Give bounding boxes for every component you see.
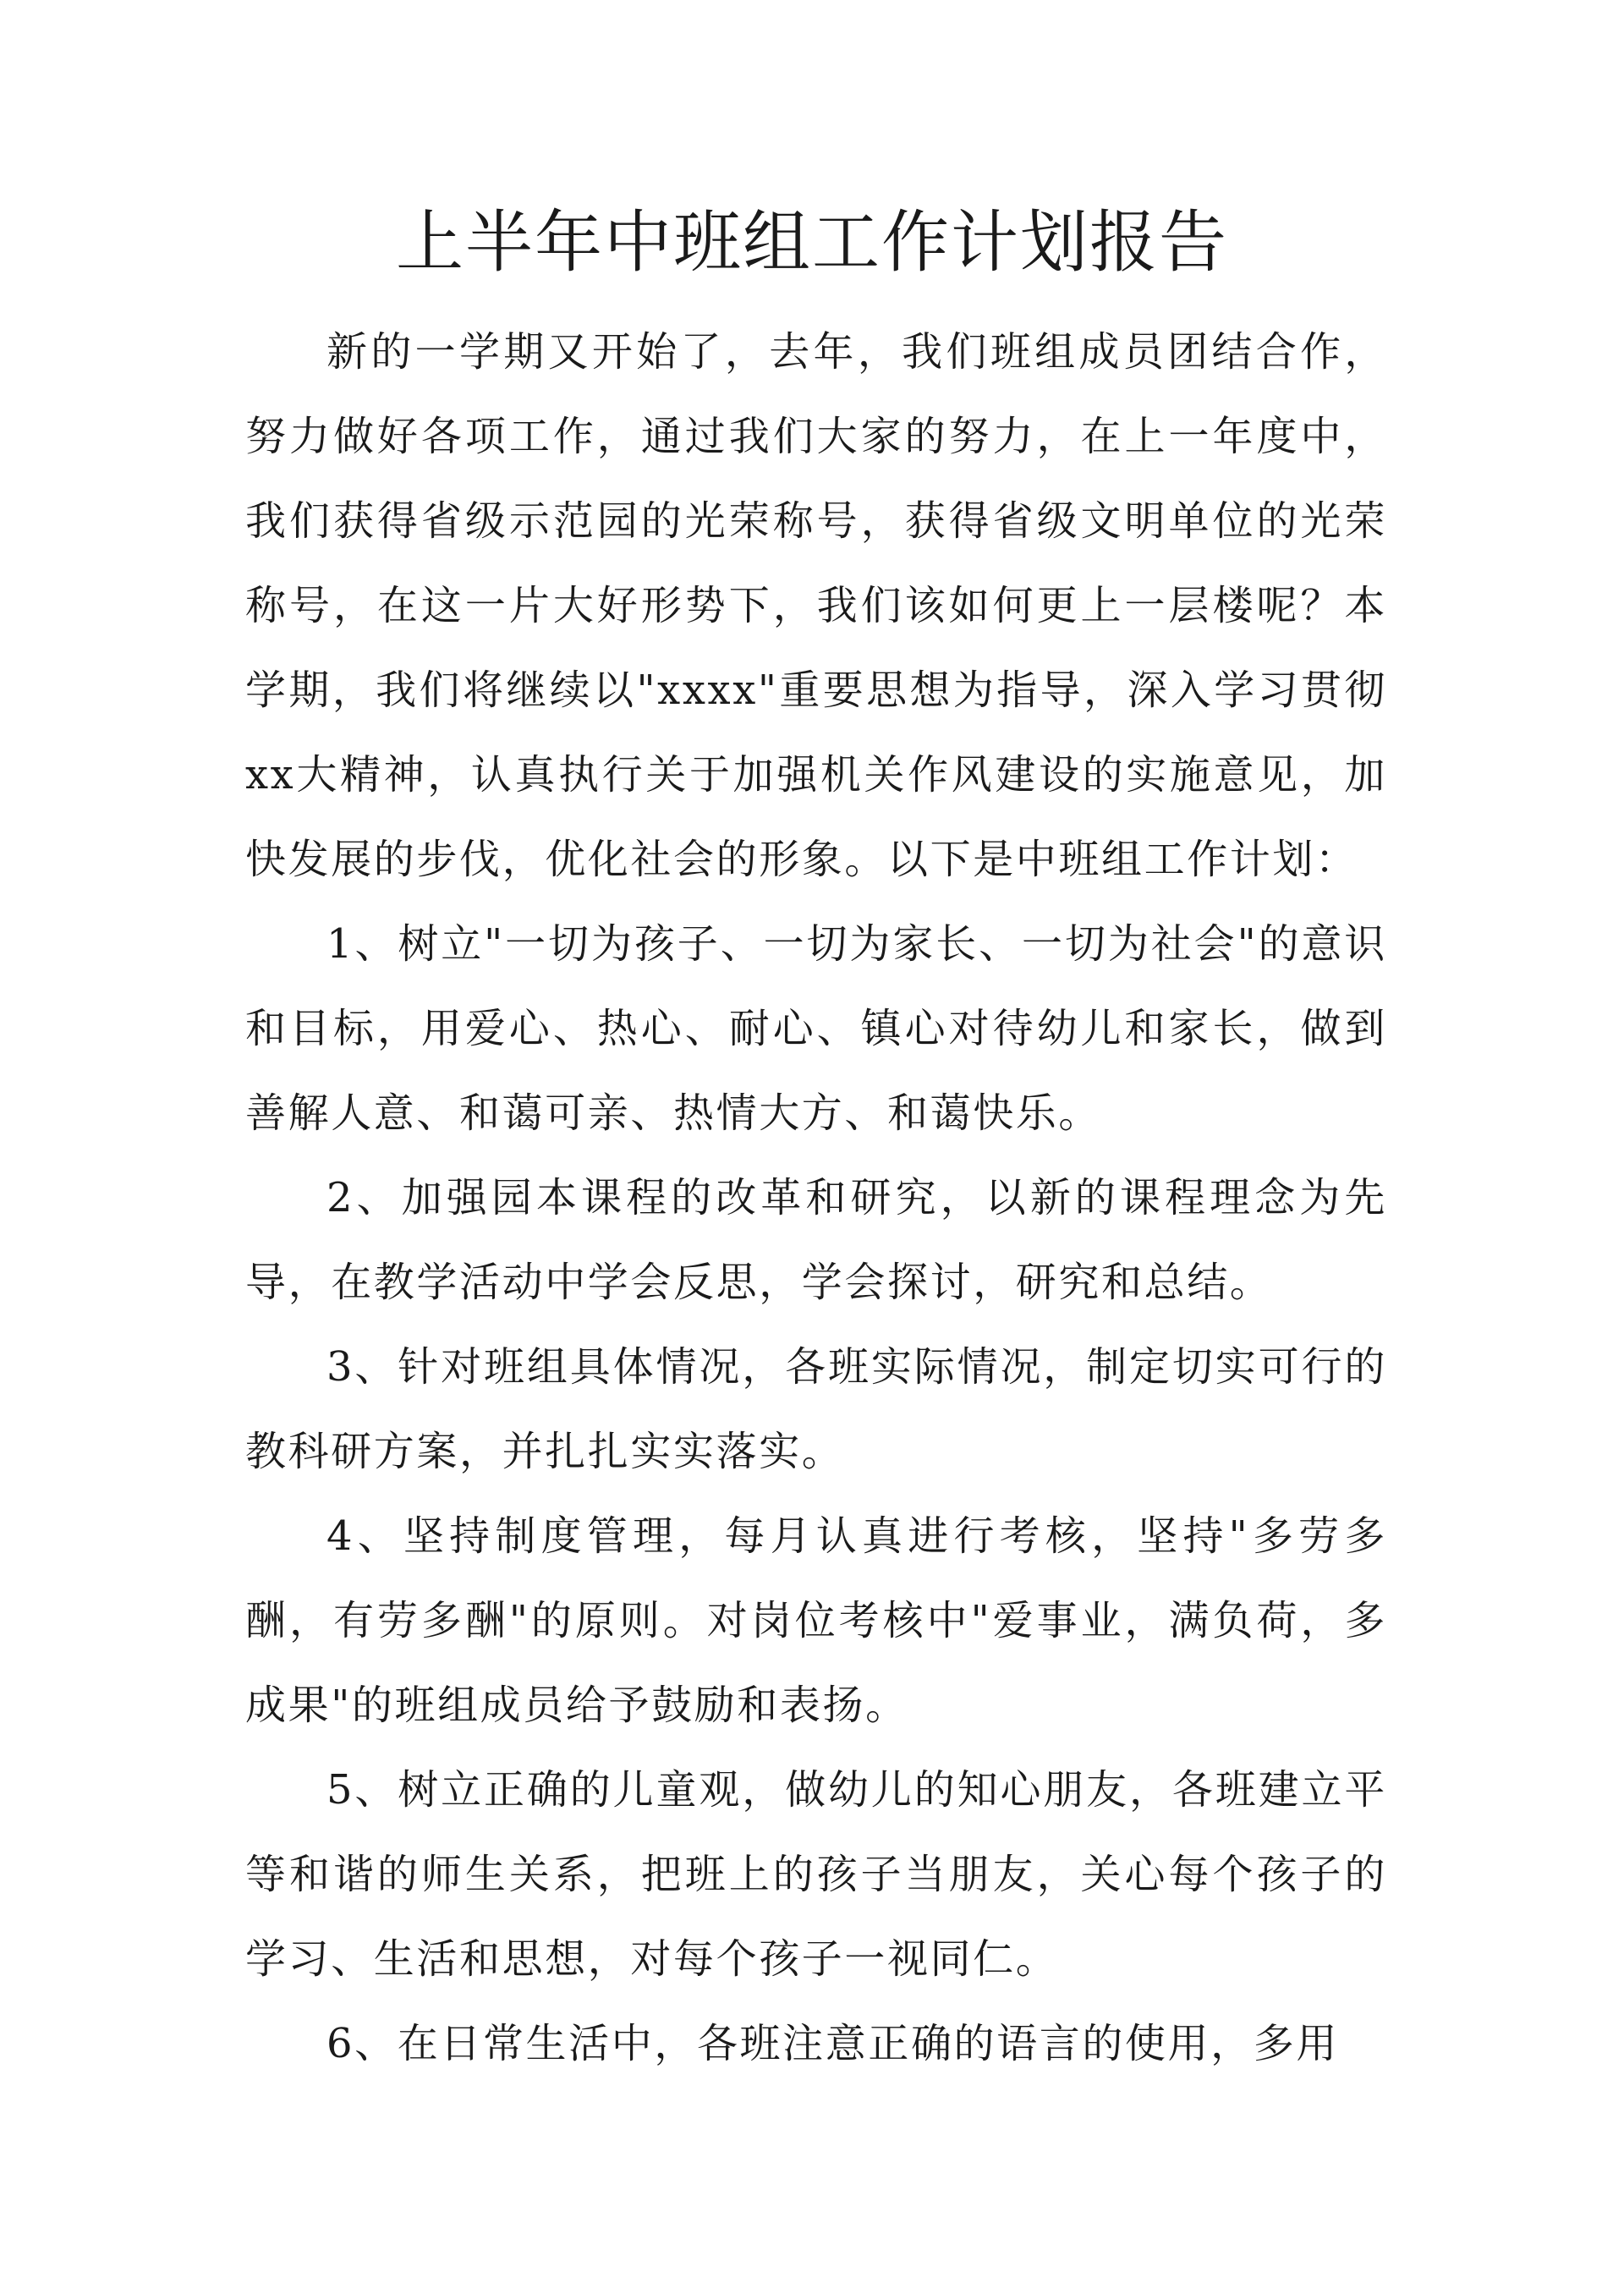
document-title: 上半年中班组工作计划报告 [396, 203, 1228, 282]
plan-item-5: 5、树立正确的儿童观，做幼儿的知心朋友，各班建立平等和谐的师生关系，把班上的孩子当朋友，关心每个孩子的学习、生活和思想，对每个孩子一视同仁。 [245, 1766, 1387, 1983]
plan-item-2: 2、加强园本课程的改革和研究，以新的课程理念为先导，在教学活动中学会反思，学会探讨，研究和总结。 [245, 1174, 1387, 1306]
plan-item-1: 1、树立"一切为孩子、一切为家长、一切为社会"的意识和目标，用爱心、热心、耐心、镇心对待幼儿和家长，做到善解人意、和蔼可亲、热情大方、和蔼快乐。 [245, 920, 1387, 1137]
plan-item-3: 3、针对班组具体情况，各班实际情况，制定切实可行的教科研方案，并扎扎实实落实。 [245, 1343, 1387, 1475]
plan-item-4: 4、坚持制度管理，每月认真进行考核，坚持"多劳多酬，有劳多酬"的原则。对岗位考核中"爱事业，满负荷，多成果"的班组成员给予鼓励和表扬。 [245, 1512, 1387, 1729]
intro-paragraph: 新的一学期又开始了，去年，我们班组成员团结合作，努力做好各项工作，通过我们大家的努力，在上一年度中，我们获得省级示范园的光荣称号，获得省级文明单位的光荣称号，在这一片大好形势下，我们该如何更上一层楼呢？本学期，我们将继续以"xxxx"重要思想为指导，深入学习贯彻xx大精神，认真执行关于加强机关作风建设的实施意见，加快发展的步伐，优化社会的形象。以下是中班组工作计划： [245, 328, 1387, 883]
plan-item-6: 6、在日常生活中，各班注意正确的语言的使用，多用 [326, 2020, 1339, 2067]
document-body [245, 310, 1387, 2086]
